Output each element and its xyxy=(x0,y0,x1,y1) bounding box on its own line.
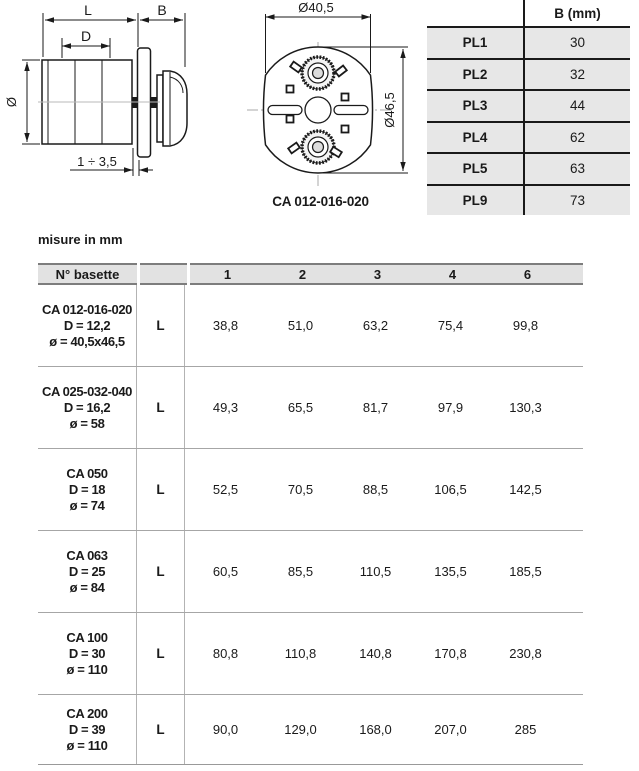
l-cell: L xyxy=(137,449,185,530)
value-2: 129,0 xyxy=(284,722,317,737)
table-row xyxy=(38,695,583,765)
value-6: 185,5 xyxy=(509,564,542,579)
b-dimension-table xyxy=(427,0,630,215)
col-header-6: 6 xyxy=(523,266,532,282)
basette-cell xyxy=(38,695,137,764)
model-dia: ø = 110 xyxy=(66,661,108,677)
dim-label-D: D xyxy=(80,28,92,44)
col-header-3: 3 xyxy=(373,266,382,282)
front-view-drawing xyxy=(235,0,415,195)
value-3: 140,8 xyxy=(359,646,392,661)
l-cell: L xyxy=(137,367,185,448)
value-6: 285 xyxy=(514,722,537,737)
side-view-drawing xyxy=(0,0,200,195)
model-dia: ø = 74 xyxy=(69,497,105,513)
values-cell xyxy=(185,449,583,530)
col-header-basette: N° basette xyxy=(38,263,137,285)
values-cell xyxy=(185,695,583,764)
model-d: D = 39 xyxy=(68,721,106,737)
col-header-1: 1 xyxy=(223,266,232,282)
model-d: D = 30 xyxy=(68,645,106,661)
model-dia: ø = 40,5x46,5 xyxy=(49,333,125,349)
values-cell xyxy=(185,613,583,694)
pl-value: 63 xyxy=(569,161,586,177)
model-d: D = 12,2 xyxy=(63,317,111,333)
units-note: misure in mm xyxy=(38,232,123,247)
value-3: 81,7 xyxy=(362,400,389,415)
l-cell: L xyxy=(137,285,185,366)
value-4: 207,0 xyxy=(434,722,467,737)
value-6: 142,5 xyxy=(509,482,542,497)
front-view-caption: CA 012-016-020 xyxy=(272,194,369,209)
table-row xyxy=(427,152,630,184)
table-row xyxy=(427,89,630,121)
l-cell: L xyxy=(137,695,185,764)
table-row xyxy=(427,121,630,153)
value-4: 75,4 xyxy=(437,318,464,333)
value-2: 65,5 xyxy=(287,400,314,415)
table-row xyxy=(38,531,583,613)
model-dia: ø = 58 xyxy=(69,415,105,431)
value-6: 99,8 xyxy=(512,318,539,333)
dim-label-L: L xyxy=(84,2,92,18)
model-d: D = 25 xyxy=(68,563,106,579)
values-cell xyxy=(185,367,583,448)
b-table-header-empty xyxy=(427,0,525,26)
value-2: 85,5 xyxy=(287,564,314,579)
knob-base xyxy=(157,75,163,142)
basette-cell xyxy=(38,613,137,694)
pl-value: 32 xyxy=(569,66,586,82)
value-3: 63,2 xyxy=(362,318,389,333)
slot-right xyxy=(334,106,368,115)
value-4: 135,5 xyxy=(434,564,467,579)
dimensions-table xyxy=(38,263,583,765)
value-2: 51,0 xyxy=(287,318,314,333)
model-name: CA 050 xyxy=(66,465,108,481)
pl-model: PL1 xyxy=(427,28,525,58)
value-1: 38,8 xyxy=(212,318,239,333)
value-3: 168,0 xyxy=(359,722,392,737)
pl-value: 73 xyxy=(569,192,586,208)
table-row xyxy=(427,58,630,90)
model-dia: ø = 84 xyxy=(69,579,105,595)
value-1: 60,5 xyxy=(212,564,239,579)
table-row xyxy=(38,613,583,695)
value-1: 80,8 xyxy=(212,646,239,661)
pl-value: 44 xyxy=(569,98,586,114)
value-6: 230,8 xyxy=(509,646,542,661)
knob-outline xyxy=(163,71,187,146)
dim-label-B: B xyxy=(157,2,167,18)
value-3: 88,5 xyxy=(362,482,389,497)
table-row xyxy=(38,285,583,367)
model-dia: ø = 110 xyxy=(66,737,108,753)
pl-model: PL9 xyxy=(427,186,525,216)
dim-label-diameter: Ø xyxy=(4,96,19,108)
b-table-header-row xyxy=(427,0,630,26)
col-header-2: 2 xyxy=(298,266,307,282)
pl-model: PL3 xyxy=(427,91,525,121)
dim-label-panel-gap: 1 ÷ 3,5 xyxy=(77,154,117,169)
value-2: 70,5 xyxy=(287,482,314,497)
model-d: D = 18 xyxy=(68,481,106,497)
value-4: 170,8 xyxy=(434,646,467,661)
values-cell xyxy=(185,285,583,366)
basette-cell xyxy=(38,367,137,448)
value-4: 106,5 xyxy=(434,482,467,497)
table-row xyxy=(38,449,583,531)
dimension-diameter xyxy=(22,60,40,144)
l-cell: L xyxy=(137,531,185,612)
dimensions-table-header xyxy=(38,263,583,285)
model-name: CA 025-032-040 xyxy=(41,383,133,399)
value-6: 130,3 xyxy=(509,400,542,415)
model-name: CA 200 xyxy=(66,705,108,721)
pl-model: PL2 xyxy=(427,60,525,90)
basette-cell xyxy=(38,449,137,530)
table-row xyxy=(427,184,630,216)
value-3: 110,5 xyxy=(359,564,392,579)
l-cell: L xyxy=(137,613,185,694)
col-header-l-blank xyxy=(140,263,187,285)
model-name: CA 100 xyxy=(66,629,108,645)
boss-bottom xyxy=(302,131,334,163)
col-header-4: 4 xyxy=(448,266,457,282)
model-d: D = 16,2 xyxy=(63,399,111,415)
slot-left xyxy=(268,106,302,115)
dim-label-width: Ø40,5 xyxy=(298,0,334,15)
table-row xyxy=(38,367,583,449)
pl-model: PL4 xyxy=(427,123,525,153)
value-1: 49,3 xyxy=(212,400,239,415)
pl-value: 30 xyxy=(569,35,586,51)
model-name: CA 012-016-020 xyxy=(41,301,133,317)
value-1: 90,0 xyxy=(212,722,239,737)
value-1: 52,5 xyxy=(212,482,239,497)
boss-top xyxy=(302,57,334,89)
table-row xyxy=(427,26,630,58)
value-2: 110,8 xyxy=(284,646,317,661)
pl-value: 62 xyxy=(569,129,586,145)
basette-cell xyxy=(38,285,137,366)
b-table-header-label: B (mm) xyxy=(554,5,601,21)
values-cell xyxy=(185,531,583,612)
value-4: 97,9 xyxy=(437,400,464,415)
dim-label-height: Ø46,5 xyxy=(382,92,397,128)
col-headers-poles xyxy=(190,263,583,285)
basette-cell xyxy=(38,531,137,612)
pl-model: PL5 xyxy=(427,154,525,184)
model-name: CA 063 xyxy=(66,547,108,563)
